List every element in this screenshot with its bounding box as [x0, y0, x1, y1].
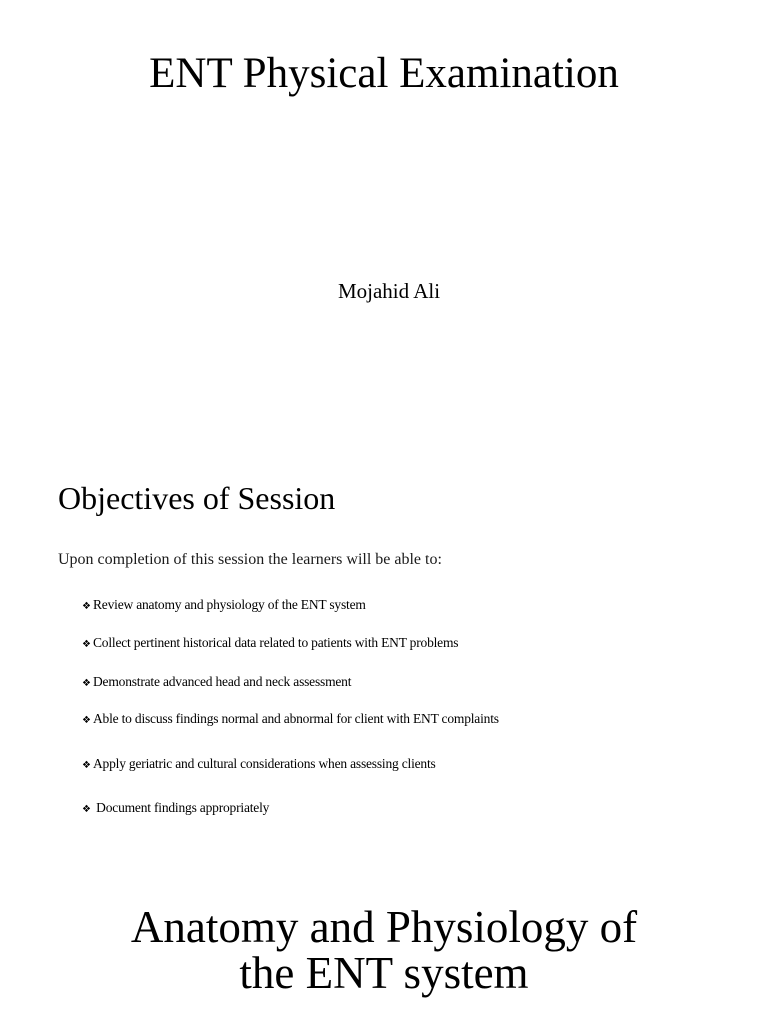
objective-text: Demonstrate advanced head and neck assessment — [93, 674, 352, 689]
presentation-title: ENT Physical Examination — [149, 50, 619, 97]
objective-item — [82, 799, 269, 819]
objective-text: Collect pertinent historical data related to patients with ENT problems — [93, 635, 459, 650]
diamond-bullet-icon: ❖ — [82, 760, 91, 771]
anatomy-heading — [0, 904, 768, 996]
slide-title — [0, 0, 768, 450]
objective-item — [82, 755, 436, 775]
slide-objectives — [0, 450, 768, 890]
anatomy-heading-line1: Anatomy and Physiology of — [130, 902, 638, 952]
diamond-bullet-icon: ❖ — [82, 678, 91, 689]
diamond-bullet-icon: ❖ — [82, 715, 91, 726]
slide-anatomy — [0, 890, 768, 1024]
objectives-heading: Objectives of Session — [58, 480, 336, 516]
diamond-bullet-icon: ❖ — [82, 639, 91, 650]
objective-text: Review anatomy and physiology of the ENT system — [93, 597, 366, 612]
objective-text: Document findings appropriately — [93, 800, 270, 815]
objective-item — [82, 634, 458, 654]
objectives-intro: Upon completion of this session the learners will be able to: — [58, 551, 442, 568]
objective-item — [82, 673, 351, 693]
objective-item — [82, 710, 499, 730]
objective-item — [82, 596, 366, 616]
anatomy-heading-line2: the ENT system — [239, 948, 529, 998]
objective-text: Apply geriatric and cultural considerations when assessing clients — [93, 756, 436, 771]
objective-text: Able to discuss findings normal and abnormal for client with ENT complaints — [93, 711, 499, 726]
diamond-bullet-icon: ❖ — [82, 804, 91, 815]
author-name: Mojahid Ali — [337, 279, 441, 303]
diamond-bullet-icon: ❖ — [82, 601, 91, 612]
